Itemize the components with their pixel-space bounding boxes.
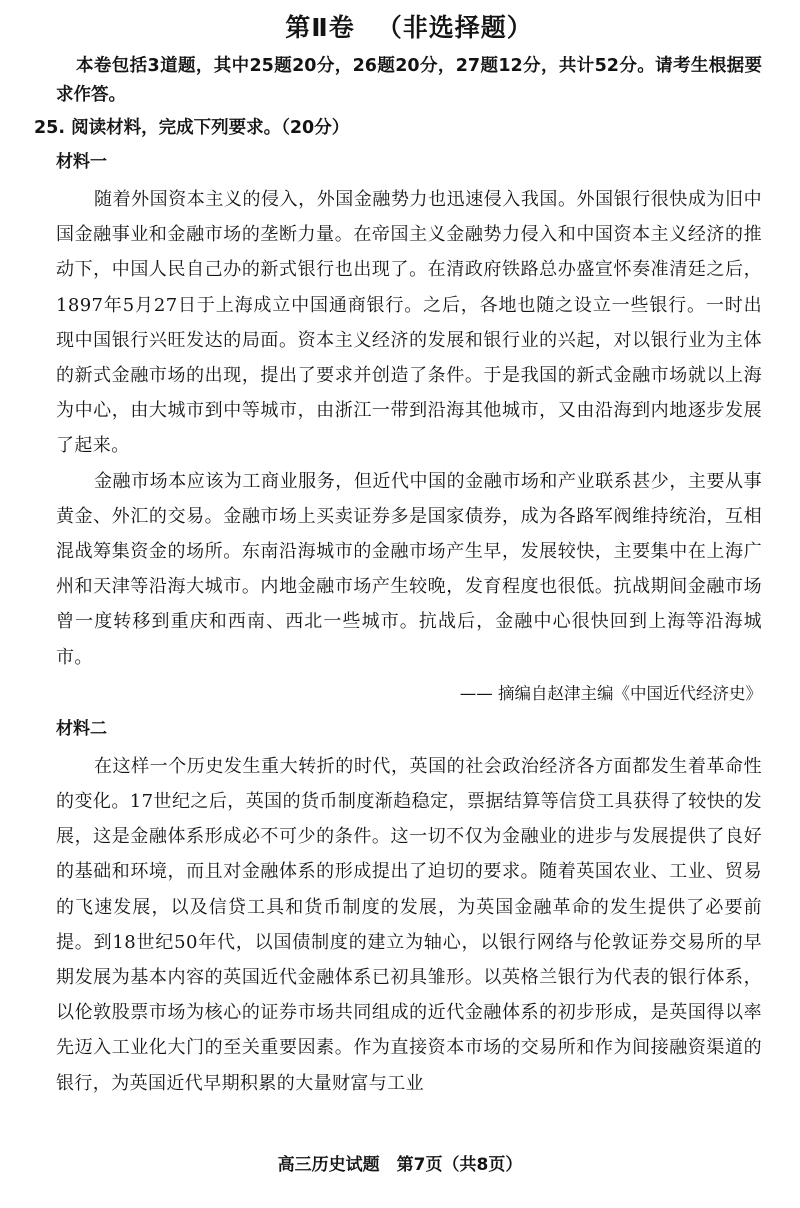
material-1-label: 材料一 <box>56 152 107 172</box>
section-intro: 本卷包括3道题，其中25题20分，26题20分，27题12分，共计52分。请考生根据要求作答。 <box>56 56 762 105</box>
material-2-label: 材料二 <box>56 718 107 739</box>
material-1-paragraph-2: 金融市场本应该为工商业服务，但近代中国的金融市场和产业联系甚少，主要从事黄金、外汇的交易。金融市场上买卖证券多是国家债券，成为各路军阀维持统治，互相混战筹集资金的场所。东南沿海城市的金融市场产生早，发展较快，主要集中在上海广州和天津等沿海大城市。内地金融市场产生较晚，发育程度也很低。抗战期间金融市场曾一度转移到重庆和西南、西北一些城市。抗战后，金融中心很快回到上海等沿海城市。 <box>56 470 762 668</box>
material-2-paragraph-1: 在这样一个历史发生重大转折的时代，英国的社会政治经济各方面都发生着革命性的变化。17世纪之后，英国的货币制度渐趋稳定，票据结算等信贷工具获得了较快的发展，这是金融体系形成必不可少的条件。这一切不仅为金融业的进步与发展提供了良好的基础和环境，而且对金融体系的形成提出了迫切的要求。随着英国农业、工业、贸易的飞速发展，以及信贷工具和货币制度的发展，为英国金融革命的发生提供了必要前提。到18世纪50年代，以国债制度的建立为轴心，以银行网络与伦敦证券交易所的早期发展为基本内容的英国近代金融体系已初具雏形。以英格兰银行为代表的银行体系，以伦敦股票市场为核心的证券市场共同组成的近代金融体系的初步形成，是英国得以率先迈入工业化大门的至关重要因素。作为直接资本市场的交易所和作为间接融资渠道的银行，为英国近代早期积累的大量财富与工业 <box>56 755 762 1094</box>
section-title-sub: （非选择题） <box>376 13 533 42</box>
material-1-source: —— 摘编自赵津主编《中国近代经济史》 <box>459 683 762 703</box>
question-prompt: 25. 阅读材料，完成下列要求。（20分） <box>34 118 350 138</box>
material-1-paragraph-1: 随着外国资本主义的侵入，外国金融势力也迅速侵入我国。外国银行很快成为旧中国金融事业和金融市场的垄断力量。在帝国主义金融势力侵入和中国资本主义经济的推动下，中国人民自己办的新式银行也出现了。在清政府铁路总办盛宣怀奏准清廷之后，1897年5月27日于上海成立中国通商银行。之后，各地也随之设立一些银行。一时出现中国银行兴旺发达的局面。资本主义经济的发展和银行业的兴起，对以银行业为主体的新式金融市场的出现，提出了要求并创造了条件。于是我国的新式金融市场就以上海为中心，由大城市到中等城市，由浙江一带到沿海其他城市，又由沿海到内地逐步发展了起来。 <box>56 189 762 457</box>
section-title-main: 第Ⅱ卷 <box>285 13 355 42</box>
page-footer: 高三历史试题 第7页（共8页） <box>277 1155 523 1175</box>
section-title <box>56 10 762 46</box>
